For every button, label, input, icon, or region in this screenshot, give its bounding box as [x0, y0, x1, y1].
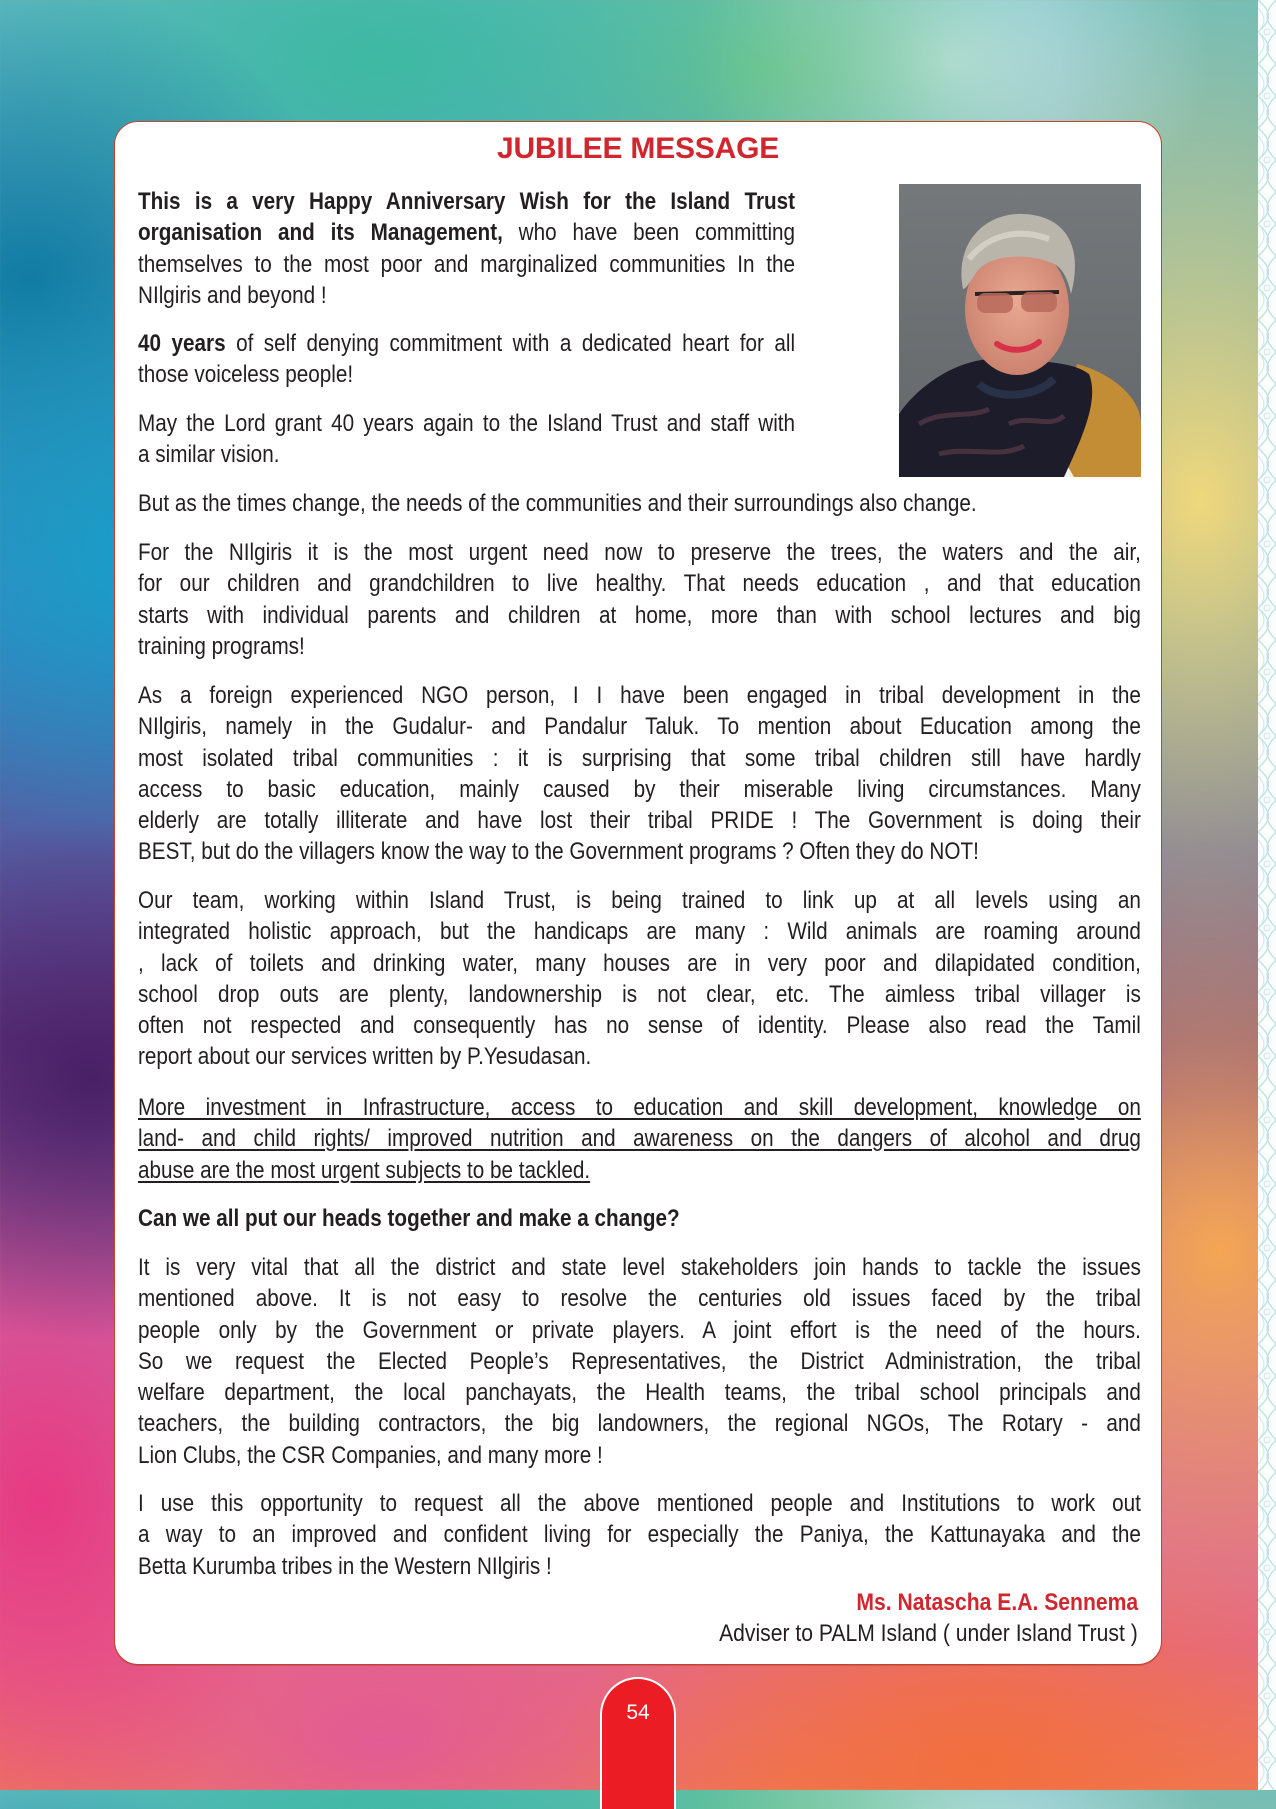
text-line [138, 1440, 1141, 1471]
text-line [138, 488, 1141, 519]
bold-text: 40 years [138, 330, 226, 357]
paragraph [138, 328, 900, 391]
body-text: Lion Clubs, the CSR Companies, and many more ! [138, 1441, 603, 1469]
body-text: teachers, the building contractors, the big landowners, the regional NGOs, The Rotary - and [138, 1410, 1141, 1438]
text-line [138, 217, 795, 248]
text-line [138, 408, 795, 439]
paragraph [138, 488, 1276, 519]
text-line [138, 1123, 1141, 1154]
paragraph [138, 1488, 1276, 1582]
text-line [138, 600, 1141, 631]
underlined-text: land- and child rights/ improved nutrition and awareness on the dangers of alcohol and drug [138, 1125, 1141, 1153]
text-line [138, 1519, 1141, 1550]
text-line [138, 836, 1141, 867]
signature-name: Ms. Natascha E.A. Sennema [856, 1589, 1138, 1616]
text-line [138, 537, 1141, 568]
body-text: people only by the Government or private players. A joint effort is the need of the hours. [138, 1316, 1141, 1344]
text-line [138, 774, 1141, 805]
text-line [138, 631, 1141, 662]
text-line [138, 1551, 1141, 1582]
text-line [138, 1283, 1141, 1314]
text-line [138, 1252, 1141, 1283]
body-text: NIlgiris and beyond ! [138, 281, 327, 309]
body-text: often not respected and consequently has no sense of identity. Please also read the Tamil [138, 1012, 1141, 1040]
body-text: elderly are totally illiterate and have lost their tribal PRIDE ! The Government is doing their [138, 807, 1141, 835]
text-line [138, 743, 1141, 774]
paragraph [138, 186, 900, 311]
text-line [138, 948, 1141, 979]
bold-text: This is a very Happy Anniversary Wish for the Island Trust [138, 188, 796, 215]
body-text: those voiceless people! [138, 361, 354, 389]
text-line [138, 711, 1141, 742]
text-line [138, 1041, 1141, 1072]
text-line [138, 916, 1141, 947]
page-title: JUBILEE MESSAGE [496, 132, 780, 165]
text-line [138, 979, 1141, 1010]
paragraph [138, 680, 1276, 868]
paragraph [138, 1092, 1276, 1186]
text-line [138, 186, 795, 217]
body-text: a way to an improved and confident living for especially the Paniya, the Kattunayaka and the [138, 1521, 1141, 1549]
text-line [138, 439, 795, 470]
text-line [138, 805, 1141, 836]
body-text: themselves to the most poor and marginalized communities In the [138, 250, 796, 278]
body-text: most isolated tribal communities : it is surprising that some tribal children still have hardly [138, 744, 1141, 772]
body-text: access to basic education, mainly caused by their miserable living circumstances. Many [138, 775, 1141, 803]
body-text: of self denying commitment with a dedicated heart for all [225, 330, 796, 357]
body-text: NIlgiris, namely in the Gudalur- and Pandalur Taluk. To mention about Education among the [138, 713, 1141, 741]
underlined-text: abuse are the most urgent subjects to be tackled. [138, 1156, 591, 1184]
text-line [138, 249, 795, 280]
body-text: So we request the Elected People’s Representatives, the District Administration, the tribal [138, 1347, 1141, 1375]
bold-text: organisation and its Management, [138, 219, 503, 247]
body-text: welfare department, the local panchayats, the Health teams, the tribal school principals and [138, 1379, 1141, 1407]
message-card [114, 121, 1162, 1665]
body-text: Betta Kurumba tribes in the Western NIlgiris ! [138, 1552, 552, 1580]
paragraph [138, 537, 1276, 662]
body-text: school drop outs are plenty, landownership is not clear, etc. The aimless tribal villager is [138, 980, 1141, 1008]
text-line [138, 1488, 1141, 1519]
body-text: As a foreign experienced NGO person, I I have been engaged in tribal development in the [138, 682, 1141, 709]
text-line [138, 568, 1141, 599]
page-number: 54 [626, 1701, 650, 1724]
body-text: for our children and grandchildren to live healthy. That needs education , and that education [138, 570, 1141, 598]
signature-role: Adviser to PALM Island ( under Island Trust ) [719, 1620, 1138, 1647]
portrait-photo [899, 184, 1141, 477]
paragraph [138, 1203, 1276, 1234]
text-line [138, 680, 1141, 711]
paragraph [138, 1252, 1276, 1471]
portrait-photo-icon [899, 184, 1141, 477]
body-text: training programs! [138, 632, 305, 660]
text-line [138, 1010, 1141, 1041]
body-text: Our team, working within Island Trust, is being trained to link up at all levels using an [138, 887, 1141, 914]
page-number-tab [600, 1677, 676, 1809]
text-line [138, 885, 1141, 916]
body-text: integrated holistic approach, but the handicaps are many : Wild animals are roaming around [138, 918, 1141, 946]
body-text: who have been committing [502, 219, 796, 247]
text-line [138, 328, 795, 359]
text-line [138, 1408, 1141, 1439]
body-text: But as the times change, the needs of the communities and their surroundings also change. [138, 490, 977, 517]
underlined-text: More investment in Infrastructure, access to education and skill development, knowledge on [138, 1094, 1141, 1121]
bold-text: Can we all put our heads together and make a change? [138, 1205, 680, 1232]
body-text: starts with individual parents and children at home, more than with school lectures and big [138, 601, 1141, 629]
text-line [138, 280, 795, 311]
body-text: , lack of toilets and drinking water, many houses are in very poor and dilapidated condition, [138, 949, 1141, 977]
body-text: report about our services written by P.Yesudasan. [138, 1043, 592, 1071]
body-text: I use this opportunity to request all the above mentioned people and Institutions to work out [138, 1490, 1141, 1517]
text-line [138, 1203, 1141, 1234]
text-line [138, 1315, 1141, 1346]
paragraph [138, 885, 1276, 1073]
text-line [138, 1346, 1141, 1377]
text-line [138, 1155, 1141, 1186]
text-line [138, 359, 795, 390]
body-text: BEST, but do the villagers know the way to the Government programs ? Often they do NOT! [138, 838, 979, 866]
paragraph [138, 408, 900, 471]
body-text: For the NIlgiris it is the most urgent need now to preserve the trees, the waters and the air, [138, 539, 1141, 566]
body-text: a similar vision. [138, 441, 280, 469]
text-line [138, 1377, 1141, 1408]
body-text: May the Lord grant 40 years again to the Island Trust and staff with [138, 410, 796, 437]
text-line [138, 1092, 1141, 1123]
body-text: It is very vital that all the district and state level stakeholders join hands to tackle the issues [138, 1254, 1141, 1281]
body-text: mentioned above. It is not easy to resolve the centuries old issues faced by the tribal [138, 1285, 1141, 1313]
